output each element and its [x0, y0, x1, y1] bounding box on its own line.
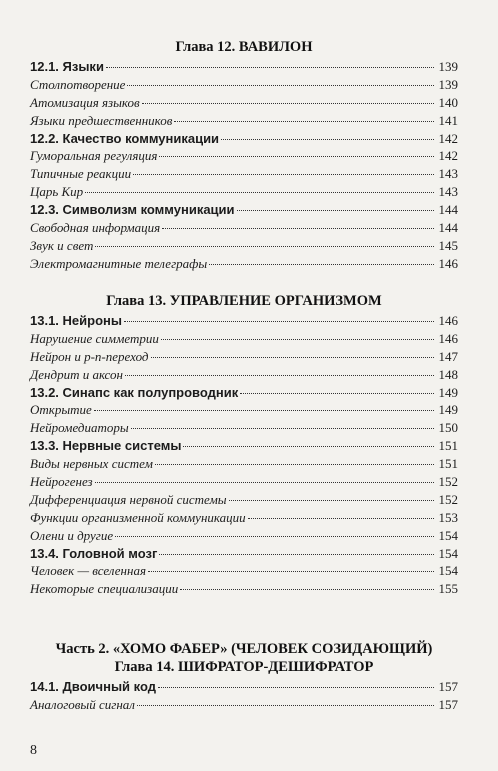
- toc-entry-page: 154: [438, 563, 458, 579]
- chapter-14: [30, 640, 458, 714]
- toc-subsection-entry: [30, 219, 458, 237]
- toc-entry-page: 139: [438, 59, 458, 74]
- toc-entry-page: 157: [438, 679, 458, 694]
- toc-entry-page: 146: [438, 313, 458, 328]
- toc-subsection-entry: [30, 562, 458, 580]
- toc-entry-title: Функции организменной коммуникации: [30, 509, 246, 525]
- toc-entry-page: 139: [438, 76, 458, 92]
- toc-entry-title: Электромагнитные телеграфы: [30, 255, 208, 271]
- toc-subsection-entry: [30, 348, 458, 366]
- toc-entry-page: 154: [438, 545, 458, 561]
- dot-leader: [94, 410, 434, 411]
- toc-subsection-entry: [30, 76, 458, 94]
- dot-leader: [95, 246, 434, 247]
- toc-subsection-entry: [30, 183, 458, 201]
- toc-entry-title: Аналоговый сигнал: [30, 696, 135, 712]
- dot-leader: [248, 518, 434, 519]
- toc-subsection-entry: [30, 580, 458, 598]
- chapter-12: [30, 38, 458, 273]
- toc-section-entry: [30, 384, 458, 402]
- dot-leader: [229, 500, 434, 501]
- toc-subsection-entry: [30, 112, 458, 130]
- toc-entry-title: 12.2. Качество коммуникации: [30, 130, 220, 146]
- toc-entry-page: 152: [438, 474, 458, 490]
- toc-section-entry: [30, 130, 458, 148]
- toc-subsection-entry: [30, 509, 458, 527]
- toc-entry-title: Дифференциация нервной системы: [30, 491, 227, 507]
- toc-entry-page: 148: [438, 366, 458, 382]
- toc-entry-title: Нейрон и р-п-переход: [30, 348, 149, 364]
- toc-entry-title: Атомизация языков: [30, 94, 140, 110]
- toc-entry-page: 144: [438, 220, 458, 236]
- toc-entry-page: 147: [438, 348, 458, 364]
- dot-leader: [106, 67, 434, 68]
- toc-subsection-entry: [30, 165, 458, 183]
- toc-subsection-entry: [30, 237, 458, 255]
- toc-entry-page: 151: [438, 438, 458, 454]
- page-number: 8: [30, 743, 37, 758]
- toc-entry-page: 149: [438, 402, 458, 418]
- toc-entry-page: 146: [438, 330, 458, 346]
- toc-entry-page: 157: [438, 696, 458, 712]
- toc-entry-page: 155: [438, 581, 458, 597]
- toc-entry-title: Царь Кир: [30, 184, 84, 200]
- dot-leader: [161, 339, 434, 340]
- toc-entry-title: Нейромедиаторы: [30, 420, 129, 436]
- toc-entry-title: Открытие: [30, 402, 92, 418]
- dot-leader: [183, 446, 434, 447]
- toc-entry-title: 13.1. Нейроны: [30, 313, 122, 328]
- dot-leader: [125, 375, 434, 376]
- toc-entry-page: 150: [438, 420, 458, 436]
- dot-leader: [158, 687, 434, 688]
- dot-leader: [127, 85, 434, 86]
- toc-entry-page: 142: [438, 130, 458, 146]
- toc-subsection-entry: [30, 473, 458, 491]
- toc-entry-page: 144: [438, 202, 458, 218]
- dot-leader: [148, 571, 434, 572]
- toc-section-entry: [30, 201, 458, 219]
- toc-subsection-entry: [30, 696, 458, 714]
- toc-subsection-entry: [30, 147, 458, 165]
- dot-leader: [237, 210, 434, 211]
- dot-leader: [221, 139, 434, 140]
- dot-leader: [209, 264, 434, 265]
- toc-subsection-entry: [30, 255, 458, 273]
- toc-entry-page: 153: [438, 509, 458, 525]
- toc-entry-page: 143: [438, 184, 458, 200]
- toc-entry-title: Языки предшественников: [30, 112, 173, 128]
- dot-leader: [151, 357, 435, 358]
- toc-entry-title: Виды нервных систем: [30, 456, 153, 472]
- dot-leader: [131, 428, 434, 429]
- part-heading: Часть 2. «ХОМО ФАБЕР» (ЧЕЛОВЕК СОЗИДАЮЩИЙ): [55, 641, 433, 657]
- toc-entry-title: Свободная информация: [30, 220, 161, 236]
- chapter-heading: Глава 13. УПРАВЛЕНИЕ ОРГАНИЗМОМ: [106, 293, 382, 309]
- toc-subsection-entry: [30, 491, 458, 509]
- dot-leader: [115, 536, 434, 537]
- toc-subsection-entry: [30, 401, 458, 419]
- toc-entry-page: 154: [438, 527, 458, 543]
- toc-entry-title: Нейрогенез: [30, 474, 93, 490]
- toc-entry-title: 13.3. Нервные системы: [30, 438, 182, 454]
- toc-entry-title: 13.2. Синапс как полупроводник: [30, 384, 239, 400]
- toc-entry-page: 146: [438, 255, 458, 271]
- dot-leader: [180, 589, 434, 590]
- toc-entry-title: 13.4. Головной мозг: [30, 545, 158, 561]
- toc-subsection-entry: [30, 366, 458, 384]
- toc-entry-page: 140: [438, 94, 458, 110]
- toc-entry-title: Человек — вселенная: [30, 563, 147, 579]
- toc-section-entry: [30, 437, 458, 455]
- toc-entry-title: Гуморальная регуляция: [30, 148, 158, 164]
- toc-subsection-entry: [30, 94, 458, 112]
- dot-leader: [159, 554, 434, 555]
- toc-entry-page: 151: [438, 456, 458, 472]
- toc-entry-page: 149: [438, 384, 458, 400]
- toc-entry-page: 141: [438, 112, 458, 128]
- toc-entry-title: Дендрит и аксон: [30, 366, 123, 382]
- chapter-heading: Глава 14. ШИФРАТОР-ДЕШИФРАТОР: [114, 659, 374, 675]
- toc-section-entry: [30, 545, 458, 563]
- toc-entry-title: Нарушение симметрии: [30, 330, 159, 346]
- toc-entry-page: 143: [438, 166, 458, 182]
- toc-subsection-entry: [30, 419, 458, 437]
- dot-leader: [155, 464, 434, 465]
- dot-leader: [174, 121, 434, 122]
- toc-entry-title: 14.1. Двоичный код: [30, 679, 157, 694]
- toc-entry-page: 152: [438, 491, 458, 507]
- toc-entry-page: 145: [438, 237, 458, 253]
- toc-subsection-entry: [30, 527, 458, 545]
- dot-leader: [142, 103, 434, 104]
- toc-section-entry: [30, 678, 458, 696]
- toc-section-entry: [30, 312, 458, 330]
- dot-leader: [240, 393, 434, 394]
- toc-entry-page: 142: [438, 148, 458, 164]
- toc-entry-title: 12.1. Языки: [30, 59, 104, 74]
- dot-leader: [85, 192, 434, 193]
- toc-subsection-entry: [30, 455, 458, 473]
- dot-leader: [95, 482, 434, 483]
- dot-leader: [162, 228, 434, 229]
- dot-leader: [133, 174, 434, 175]
- toc-section-entry: [30, 58, 458, 76]
- toc-entry-title: 12.3. Символизм коммуникации: [30, 202, 235, 218]
- dot-leader: [159, 156, 434, 157]
- dot-leader: [124, 321, 434, 322]
- chapter-13: [30, 292, 458, 598]
- toc-entry-title: Некоторые специализации: [30, 581, 179, 597]
- toc-entry-title: Столпотворение: [30, 76, 126, 92]
- chapter-heading: Глава 12. ВАВИЛОН: [175, 39, 313, 55]
- toc-subsection-entry: [30, 330, 458, 348]
- toc-entry-title: Типичные реакции: [30, 166, 132, 182]
- toc-entry-title: Олени и другие: [30, 527, 114, 543]
- toc-entry-title: Звук и свет: [30, 237, 94, 253]
- dot-leader: [137, 705, 434, 706]
